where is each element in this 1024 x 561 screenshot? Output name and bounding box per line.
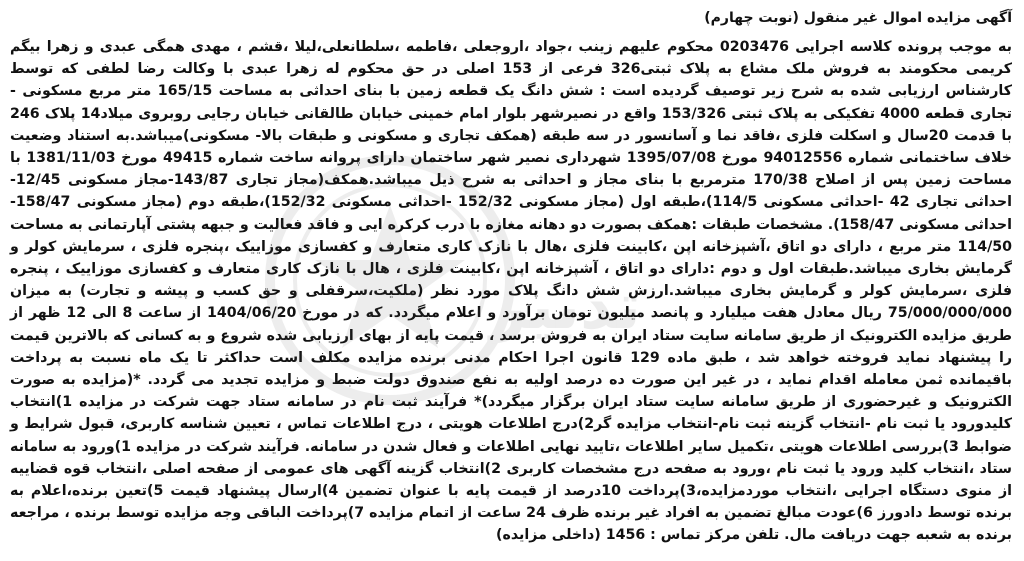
notice-title: آگهی مزایده اموال غیر منقول (نوبت چهارم) <box>704 10 1012 26</box>
notice-body: به موجب پرونده کلاسه اجرایی 0203476 محکوم علیهم زینب ،جواد ،اروجعلی ،فاطمه ،سلطانعلی،لیلا ،قشم ، مهدی همگی عبدی و زهرا بیگم کریمی محکومند به فروش ملک مشاع به پلاک ثبتی326 فرعی از 153 اصلی در حق محکوم له زهرا عبدی با وکالت رضا لطفی که توسط کارشناس ارزیابی شده به شرح زیر توصیف گردیده است : شش دانگ یک قطعه زمین با بنای احداثی به مساحت 165/15 متر مربع مسکونی - تجاری قطعه 4000 تفکیکی به پلاک ثبتی 153/326 واقع در نصیرشهر بلوار امام خمینی خیابان طالقانی خیابان رجایی روبروی میلاد14 پلاک 246 با قدمت 20سال و اسکلت فلزی ،فاقد نما و آسانسور در سه طبقه (همکف تجاری و مسکونی و طبقات بالا- مسکونی)میباشد.به استناد وضعیت خلاف ساختمانی شماره 94012556 مورخ 1395/07/08 شهرداری نصیر شهر ساختمان دارای پروانه ساخت شماره 49415 مورخ 1381/11/03 با مساحت زمین پس از اصلاح 170/38 مترمربع با بنای مجاز و احداثی به شرح ذیل میباشد.همکف(مجاز تجاری 143/87-مجاز مسکونی 12/45-احداثی تجاری 42 -احداثی مسکونی 114/5)،طبقه اول (مجاز مسکونی 152/32 -احداثی مسکونی 152/32)،طبقه دوم (مجاز مسکونی 158/47-احداثی مسکونی 158/47). مشخصات طبقات :همکف بصورت دو دهانه مغازه با درب کرکره ایی و فاقد فعالیت و جبهه پشتی آپارتمانی به مساحت 114/50 متر مربع ، دارای دو اتاق ،آشپزخانه اپن ،کابینت فلزی ،هال با نازک کاری متعارف و کفسازی موزاییک ،پنجره فلزی ، سرمایش کولر و گرمایش بخاری میباشد.طبقات اول و دوم :دارای دو اتاق ، آشپزخانه اپن ،کابینت فلزی ، هال با نازک کاری متعارف و کفسازی موزاییک ، پنجره فلزی ،سرمایش کولر و گرمایش بخاری میباشد.ارزش شش دانگ پلاک مورد نظر (ملکیت،سرقفلی و حق کسب و پیشه و تجارت) به میزان 75/000/000/000 ریال معادل هفت میلیارد و پانصد میلیون تومان برآورد و اعلام میگردد. که در مورخ 1404/06/20 از ساعت 8 الی 12 ظهر از طریق مزایده الکترونیک از طریق سامانه سایت ستاد ایران به فروش برسد ، قیمت پایه از بهای ارزیابی شده شروع و به کسانی که بالاترین قیمت را پیشنهاد نماید فروخته خواهد شد ، طبق ماده 129 قانون اجرا احکام مدنی برنده مزایده مکلف است حداکثر تا یک ماه نسبت به پرداخت باقیمانده ثمن معامله اقدام نماید ، در غیر این صورت ده درصد اولیه به نفع صندوق دولت ضبط و مزایده تجدید می گردد. *(مزایده به صورت الکترونیک و غیرحضوری از طریق سامانه سایت ستاد ایران برگزار میگردد)* فرآیند ثبت نام در سامانه ستاد جهت شرکت در مزایده 1)انتخاب کلیدورود یا ثبت نام -انتخاب گزینه ثبت نام-انتخاب مزایده گر2)درج اطلاعات هویتی ، درج اطلاعات تماس ، تعیین شناسه کاربری، قبول شرایط و ضوابط 3)بررسی اطلاعات هویتی ،تکمیل سایر اطلاعات ،تایید نهایی اطلاعات و فعال شدن در سامانه. فرآیند شرکت در مزایده 1)ورود به سامانه ستاد ،انتخاب کلید ورود یا ثبت نام ،ورود به صفحه درج مشخصات کاربری 2)انتخاب گزینه آگهی های عمومی از صفحه اصلی ،انتخاب قوه قضاییه از منوی دستگاه اجرایی ،انتخاب موردمزایده،3)پرداخت 10درصد از قیمت پایه با عنوان تضمین 4)ارسال پیشنهاد قیمت 5)تعین برنده،اعلام به برنده توسط دادورز 6)عودت مبالغ تضمین به افراد غیر برنده ظرف 24 ساعت از اتمام مزایده 7)پرداخت الباقی وجه مزایده توسط برنده ، مراجعه برنده به شعبه جهت دریافت مال. تلفن مرکز تماس : 1456 (داخلی مزایده) <box>10 39 1013 544</box>
watermark-text: تدبیر <box>490 270 641 344</box>
